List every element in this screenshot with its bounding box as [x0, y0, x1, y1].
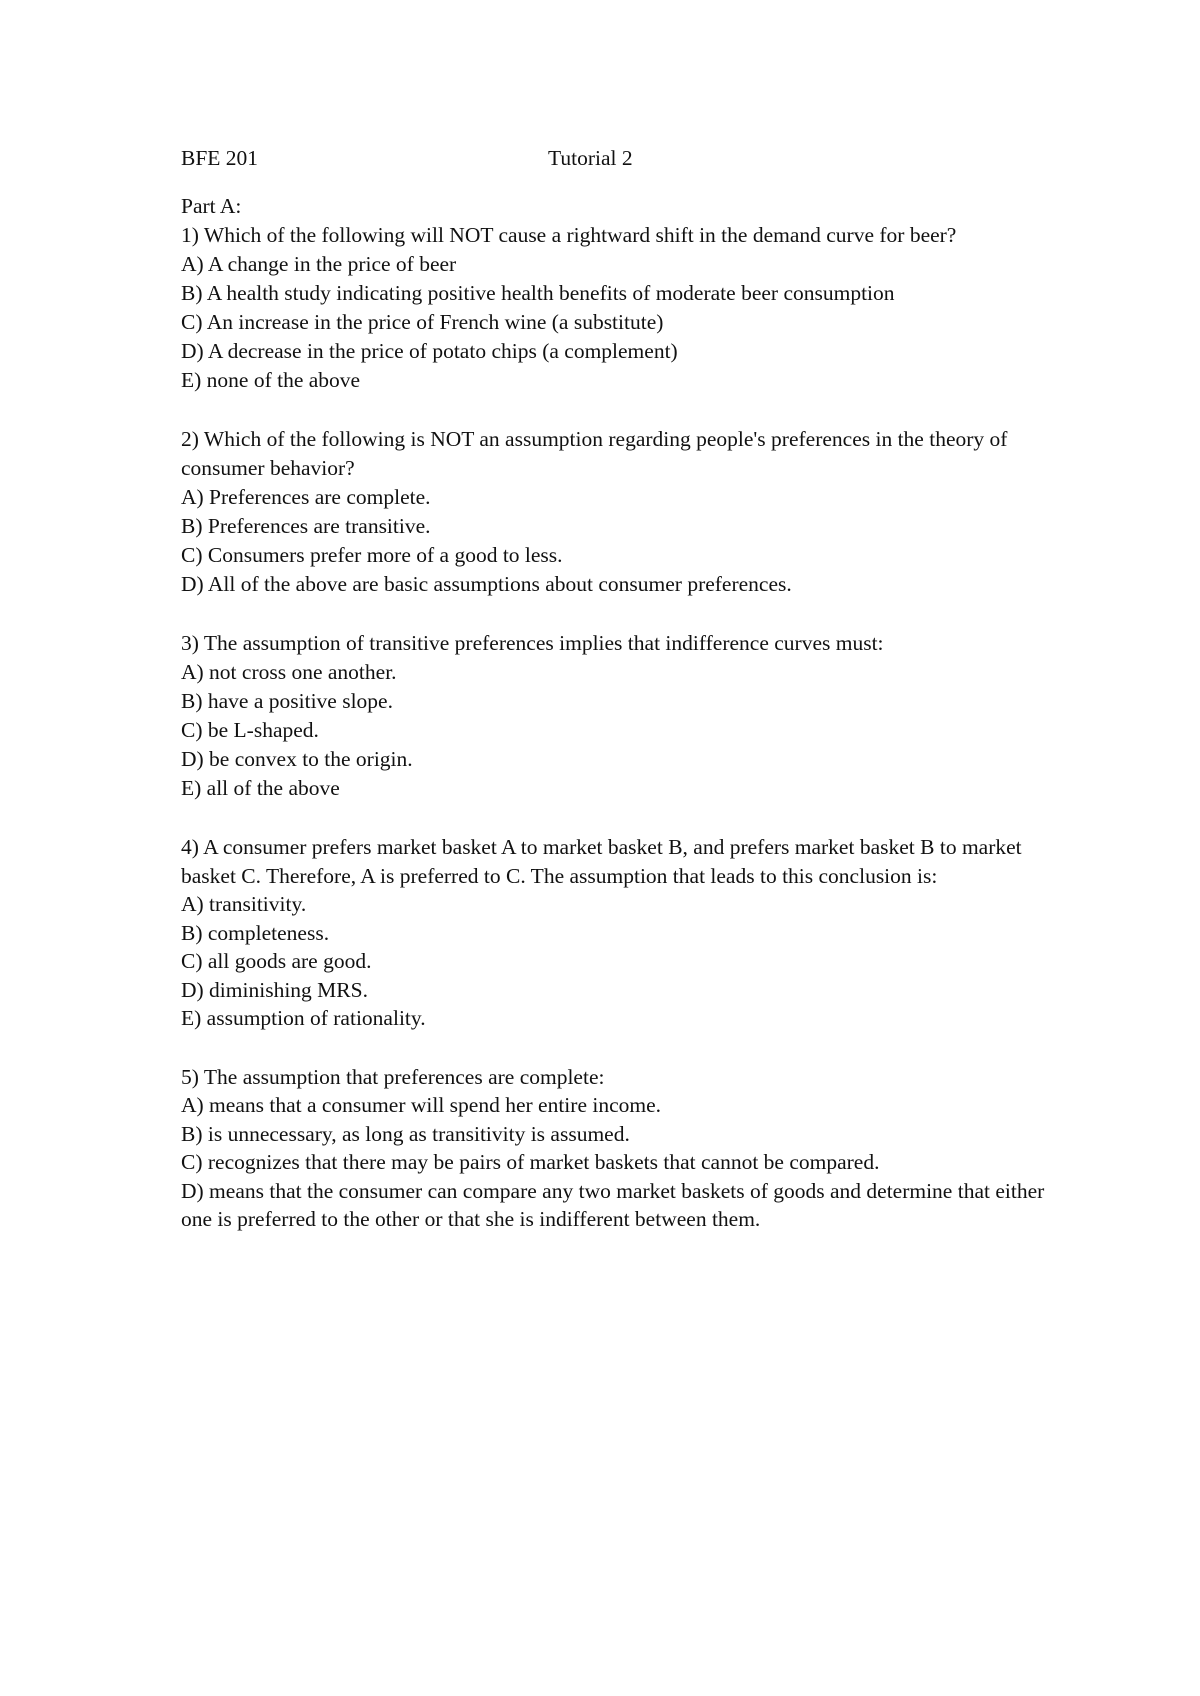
option-c: C) recognizes that there may be pairs of market baskets that cannot be compared. — [181, 1150, 880, 1174]
option-a: A) transitivity. — [181, 892, 307, 916]
question-text: 3) The assumption of transitive preferences implies that indifference curves must: — [181, 631, 884, 655]
option-a: A) Preferences are complete. — [181, 485, 431, 509]
question-2 — [181, 425, 1061, 599]
answer-options — [181, 483, 1061, 599]
option-e: E) assumption of rationality. — [181, 1006, 426, 1030]
option-c: C) Consumers prefer more of a good to less. — [181, 543, 563, 567]
answer-options — [181, 250, 1061, 395]
question-text: 4) A consumer prefers market basket A to market basket B, and prefers market basket B to market basket C. Therefore, A is preferred to C. The assumption that leads to this conclusion is: — [181, 835, 1022, 888]
question-1 — [181, 221, 1061, 395]
document-header — [181, 144, 1061, 174]
answer-options — [181, 1091, 1061, 1234]
question-text: 2) Which of the following is NOT an assumption regarding people's preferences in the theory of consumer behavior? — [181, 427, 1008, 480]
option-b: B) completeness. — [181, 920, 330, 945]
option-e: E) all of the above — [181, 776, 340, 800]
question-5 — [181, 1063, 1061, 1234]
option-a: A) not cross one another. — [181, 660, 397, 684]
question-4 — [181, 833, 1061, 1033]
option-b: B) A health study indicating positive health benefits of moderate beer consumption — [181, 281, 895, 305]
option-b: B) is unnecessary, as long as transitivity is assumed. — [181, 1121, 630, 1146]
question-3 — [181, 629, 1061, 803]
option-d: D) be convex to the origin. — [181, 747, 413, 771]
answer-options — [181, 658, 1061, 803]
option-a: A) A change in the price of beer — [181, 252, 457, 276]
option-c: C) all goods are good. — [181, 949, 372, 973]
tutorial-title: Tutorial 2 — [548, 146, 633, 170]
document-page — [181, 144, 1061, 1264]
part-label: Part A: — [181, 194, 242, 218]
course-code: BFE 201 — [181, 146, 259, 170]
option-d: D) means that the consumer can compare any two market baskets of goods and determine that either one is preferred to the other or that she is indifferent between them. — [181, 1178, 1045, 1231]
question-text: 5) The assumption that preferences are complete: — [181, 1064, 605, 1089]
answer-options — [181, 890, 1061, 1033]
option-a: A) means that a consumer will spend her entire income. — [181, 1093, 662, 1117]
option-d: D) A decrease in the price of potato chips (a complement) — [181, 339, 678, 363]
option-c: C) be L-shaped. — [181, 718, 319, 742]
option-d: D) diminishing MRS. — [181, 977, 368, 1002]
option-b: B) Preferences are transitive. — [181, 514, 431, 538]
question-text: 1) Which of the following will NOT cause a rightward shift in the demand curve for beer? — [181, 223, 957, 247]
option-b: B) have a positive slope. — [181, 689, 393, 713]
option-d: D) All of the above are basic assumptions about consumer preferences. — [181, 572, 792, 596]
option-e: E) none of the above — [181, 368, 361, 392]
option-c: C) An increase in the price of French wine (a substitute) — [181, 310, 664, 334]
